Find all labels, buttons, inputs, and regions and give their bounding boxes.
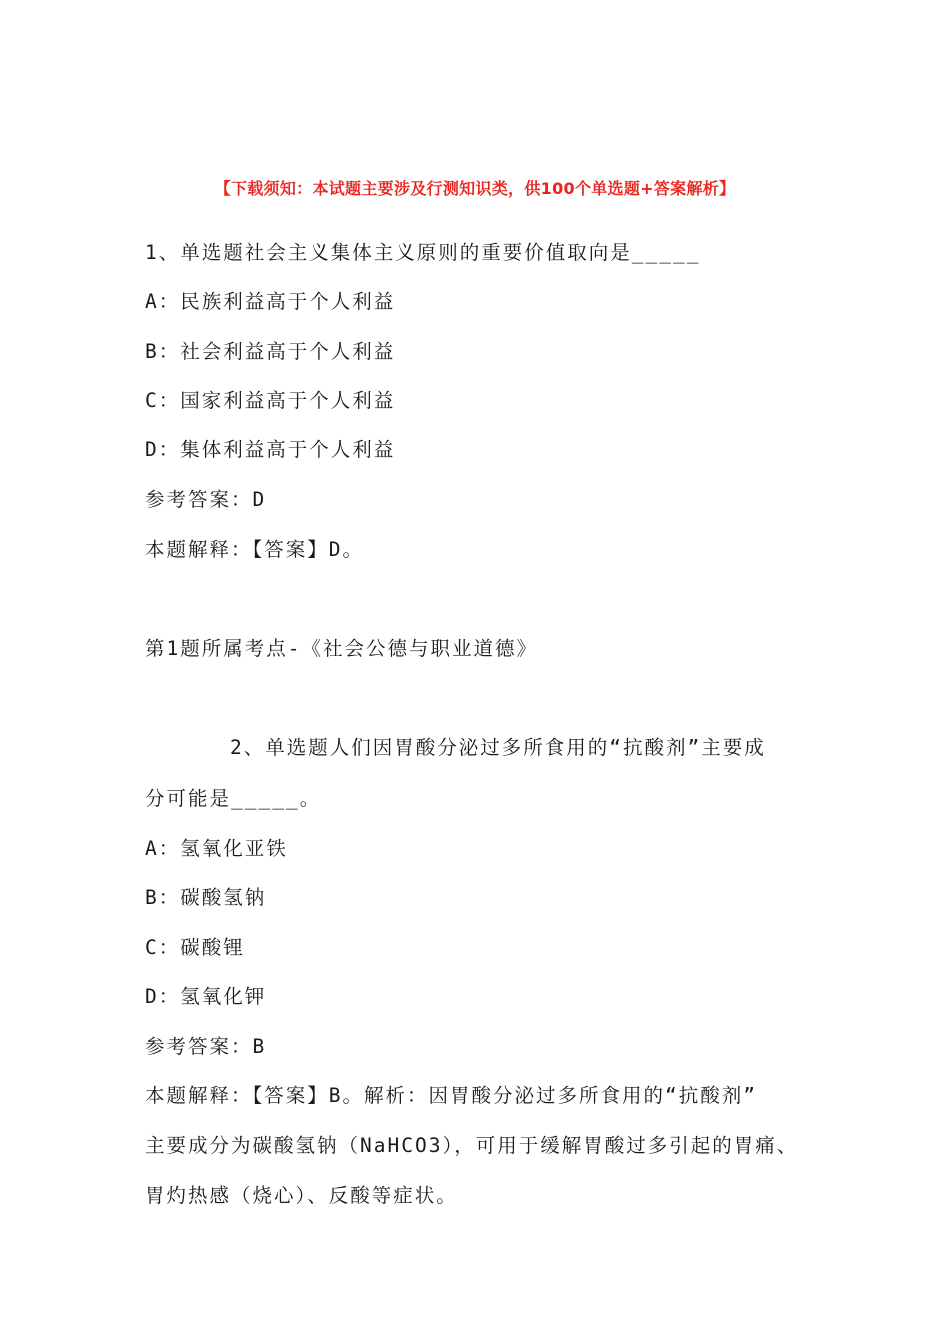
question-2-explanation-line-3: 胃灼热感（烧心）、反酸等症状。 <box>145 1184 458 1207</box>
question-1-option-b: B：社会利益高于个人利益 <box>145 340 396 363</box>
question-1-option-c: C：国家利益高于个人利益 <box>145 389 396 412</box>
question-2-explanation-line-1: 本题解释：【答案】B。解析：因胃酸分泌过多所食用的“抗酸剂” <box>145 1084 757 1107</box>
question-2-explanation-line-2: 主要成分为碳酸氢钠（NaHCO3），可用于缓解胃酸过多引起的胃痛、 <box>145 1134 799 1157</box>
question-1-option-a: A：民族利益高于个人利益 <box>145 290 396 313</box>
question-1-topic: 第1题所属考点-《社会公德与职业道德》 <box>145 637 538 660</box>
question-1-stem: 1、单选题社会主义集体主义原则的重要价值取向是_____ <box>145 241 701 264</box>
question-1-explanation: 本题解释：【答案】D。 <box>145 538 364 561</box>
question-2-answer: 参考答案：B <box>145 1035 267 1058</box>
question-2-option-c: C：碳酸锂 <box>145 936 245 959</box>
question-1-answer: 参考答案：D <box>145 488 267 511</box>
download-notice: 【下载须知：本试题主要涉及行测知识类，供100个单选题+答案解析】 <box>214 179 736 198</box>
question-2-stem-line-2: 分可能是_____。 <box>145 787 322 810</box>
question-2-stem-line-1: 2、单选题人们因胃酸分泌过多所食用的“抗酸剂”主要成 <box>230 736 766 759</box>
question-2-option-b: B：碳酸氢钠 <box>145 886 267 909</box>
question-1-option-d: D：集体利益高于个人利益 <box>145 438 396 461</box>
question-2-option-a: A：氢氧化亚铁 <box>145 837 288 860</box>
question-2-option-d: D：氢氧化钾 <box>145 985 267 1008</box>
